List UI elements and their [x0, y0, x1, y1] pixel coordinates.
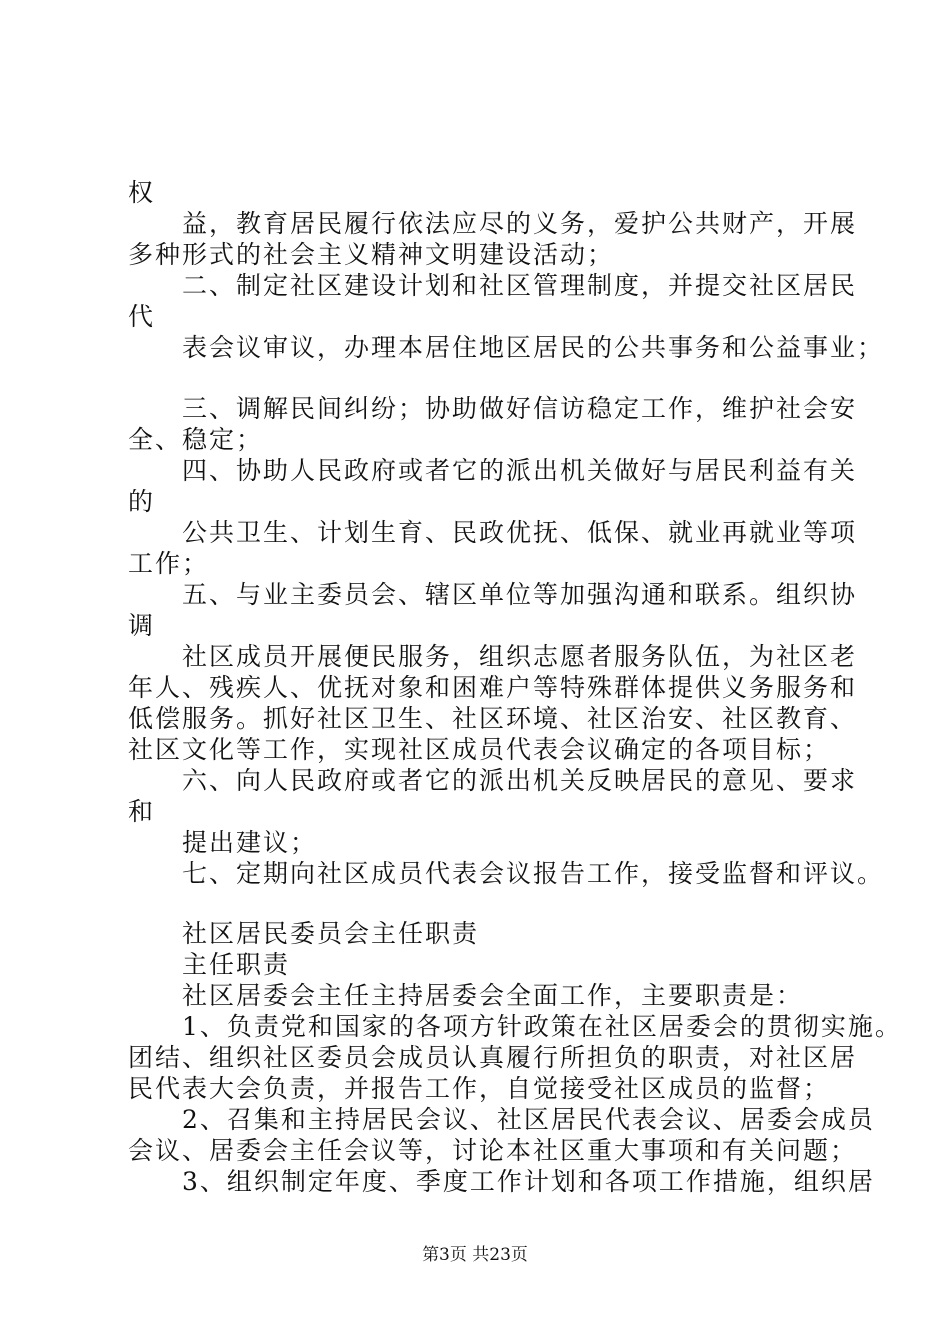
text-line: 全、稳定； — [128, 425, 264, 454]
text-line: 年人、残疾人、优抚对象和困难户等特殊群体提供义务服务和 — [128, 673, 858, 702]
text-line: 权 — [128, 178, 156, 207]
text-line: 五、与业主委员会、辖区单位等加强沟通和联系。组织协 — [182, 580, 858, 609]
text-line: 的 — [128, 487, 156, 516]
text-line: 工作； — [128, 549, 210, 578]
text-line: 公共卫生、计划生育、民政优抚、低保、就业再就业等项 — [182, 518, 858, 547]
text-line: 社区文化等工作，实现社区成员代表会议确定的各项目标； — [128, 735, 831, 764]
text-line: 代 — [128, 302, 156, 331]
text-line: 社区成员开展便民服务，组织志愿者服务队伍，为社区老 — [182, 642, 858, 671]
text-line: 四、协助人民政府或者它的派出机关做好与居民利益有关 — [182, 456, 858, 485]
text-line: 七、定期向社区成员代表会议报告工作，接受监督和评议。 — [182, 859, 885, 888]
text-line: 多种形式的社会主义精神文明建设活动； — [128, 240, 615, 269]
text-line: 和 — [128, 797, 156, 826]
text-line: 表会议审议，办理本居住地区居民的公共事务和公益事业； — [182, 333, 885, 362]
text-line: 3、组织制定年度、季度工作计划和各项工作措施，组织居 — [182, 1167, 875, 1196]
text-line: 2、召集和主持居民会议、社区居民代表会议、居委会成员 — [182, 1105, 875, 1134]
text-line: 1、负责党和国家的各项方针政策在社区居委会的贯彻实施。 — [182, 1012, 902, 1041]
text-line: 六、向人民政府或者它的派出机关反映居民的意见、要求 — [182, 766, 858, 795]
text-line: 二、制定社区建设计划和社区管理制度，并提交社区居民 — [182, 271, 858, 300]
page-footer: 第3页 共23页 — [422, 1245, 528, 1265]
subsection-heading: 主任职责 — [182, 950, 291, 979]
text-line: 社区居委会主任主持居委会全面工作，主要职责是： — [182, 981, 804, 1010]
text-line: 益，教育居民履行依法应尽的义务，爱护公共财产，开展 — [182, 209, 858, 238]
text-line: 调 — [128, 611, 156, 640]
text-line: 提出建议； — [182, 828, 318, 857]
text-line: 团结、组织社区委员会成员认真履行所担负的职责，对社区居 — [128, 1043, 858, 1072]
text-line: 三、调解民间纠纷；协助做好信访稳定工作，维护社会安 — [182, 394, 858, 423]
text-line: 会议、居委会主任会议等，讨论本社区重大事项和有关问题； — [128, 1136, 858, 1165]
text-line: 民代表大会负责，并报告工作，自觉接受社区成员的监督； — [128, 1074, 831, 1103]
section-heading: 社区居民委员会主任职责 — [182, 919, 480, 948]
text-line: 低偿服务。抓好社区卫生、社区环境、社区治安、社区教育、 — [128, 704, 858, 733]
